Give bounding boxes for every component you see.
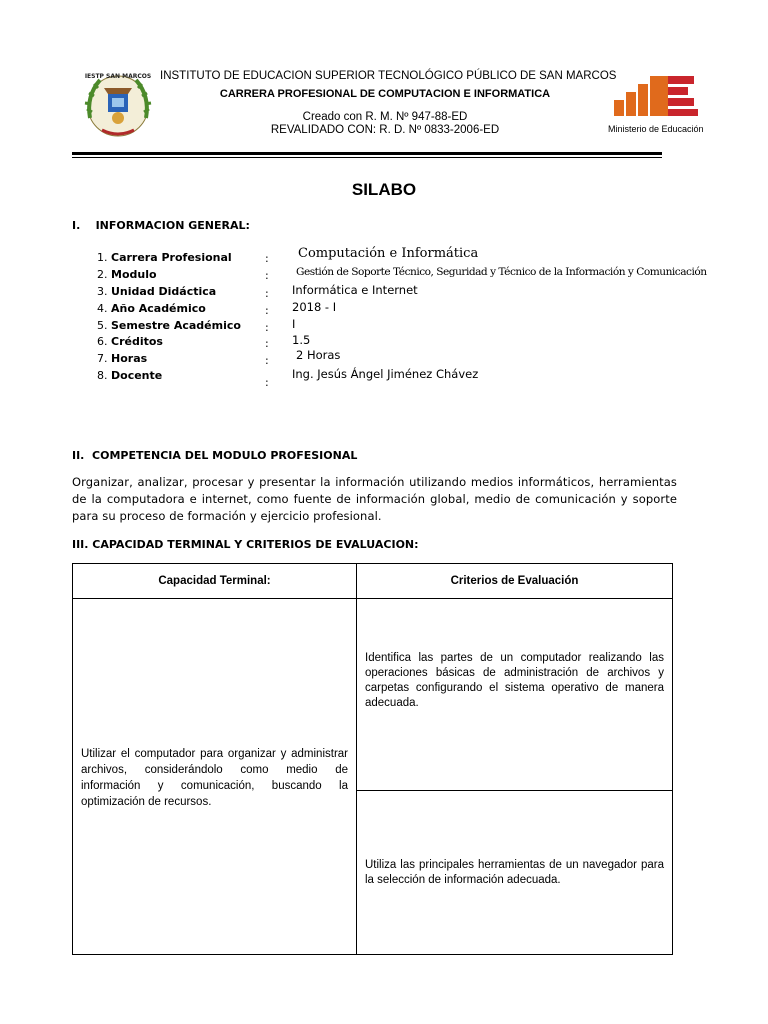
info-num: 8.	[97, 369, 108, 382]
info-num: 7.	[97, 352, 108, 365]
info-label: Carrera Profesional	[111, 251, 232, 264]
capacity-criteria-table	[72, 563, 673, 955]
document-title: SILABO	[351, 180, 417, 199]
info-value-unidad: Informática e Internet	[292, 283, 418, 297]
info-label: Modulo	[111, 268, 157, 281]
info-value-anio: 2018 - I	[292, 300, 337, 314]
creation-resolution: Creado con R. M. Nº 947-88-ED	[302, 111, 468, 123]
info-colon: :	[265, 252, 269, 265]
header-rule-thin	[72, 157, 662, 158]
info-num: 3.	[97, 285, 108, 298]
section-capacity-heading: III. CAPACIDAD TERMINAL Y CRITERIOS DE EVALUACION:	[72, 538, 419, 551]
competence-paragraph: Organizar, analizar, procesar y presentar la información utilizando medios informáticos, herramientas de la computadora e internet, como fuente de información global, medio de comunicación y soporte para su proceso de formación y ejercicio profesional.	[72, 475, 677, 523]
info-num: 1.	[97, 251, 108, 264]
institute-name: INSTITUTO DE EDUCACION SUPERIOR TECNOLÓGICO PÚBLICO DE SAN MARCOS	[160, 70, 617, 82]
info-row-semestre	[97, 319, 241, 336]
header-rule-thick	[72, 152, 662, 155]
info-row-horas	[97, 352, 147, 369]
info-label: Horas	[111, 352, 148, 365]
info-label: Unidad Didáctica	[111, 285, 217, 298]
info-value-carrera: Computación e Informática	[298, 246, 479, 261]
info-row-modulo	[97, 268, 157, 285]
info-colon: :	[265, 304, 269, 317]
info-colon: :	[265, 337, 269, 350]
info-value-modulo: Gestión de Soporte Técnico, Seguridad y Técnico de la Información y Comunicación	[296, 266, 707, 278]
info-colon: :	[265, 354, 269, 367]
institute-seal-logo	[78, 66, 158, 146]
info-label: Año Académico	[111, 302, 206, 315]
capacity-column-header: Capacidad Terminal:	[73, 564, 357, 599]
info-row-creditos	[97, 335, 163, 352]
info-colon: :	[265, 269, 269, 282]
info-row-unidad	[97, 285, 216, 302]
table-row	[73, 599, 673, 791]
info-colon: :	[265, 321, 269, 334]
svg-text:IESTP SAN MARCOS: IESTP SAN MARCOS	[84, 73, 152, 80]
table-header-row	[73, 564, 673, 599]
info-value-semestre: I	[292, 317, 296, 331]
career-name: CARRERA PROFESIONAL DE COMPUTACION E INFORMATICA	[219, 88, 551, 100]
section-general-info-heading: I. INFORMACION GENERAL:	[72, 219, 250, 232]
info-num: 2.	[97, 268, 108, 281]
info-row-carrera	[97, 251, 232, 268]
info-label: Créditos	[111, 335, 163, 348]
info-value-creditos: 1.5	[292, 333, 311, 347]
criteria-column-header: Criterios de Evaluación	[357, 564, 673, 599]
ministry-label: Ministerio de Educación	[608, 124, 704, 134]
criteria-cell: Identifica las partes de un computador realizando las operaciones básicas de administración de archivos y carpetas configurando el sistema operativo de manera adecuada.	[357, 599, 673, 791]
criteria-cell: Utiliza las principales herramientas de un navegador para la selección de información adecuada.	[357, 791, 673, 955]
info-value-horas: 2 Horas	[296, 348, 341, 362]
info-row-anio	[97, 302, 206, 319]
revalidation-resolution: REVALIDADO CON: R. D. Nº 0833-2006-ED	[270, 124, 500, 136]
ministry-logo	[608, 74, 708, 134]
info-label: Semestre Académico	[111, 319, 241, 332]
info-row-docente	[97, 369, 162, 386]
info-colon: :	[265, 287, 269, 300]
capacity-cell: Utilizar el computador para organizar y administrar archivos, considerándolo como medio de información y comunicación, buscando la optimización de recursos.	[73, 599, 357, 955]
info-label: Docente	[111, 369, 163, 382]
info-value-docente: Ing. Jesús Ángel Jiménez Chávez	[292, 367, 479, 381]
info-num: 4.	[97, 302, 108, 315]
info-num: 6.	[97, 335, 108, 348]
info-colon: :	[265, 376, 269, 389]
info-num: 5.	[97, 319, 108, 332]
section-competence-heading: II. COMPETENCIA DEL MODULO PROFESIONAL	[72, 449, 358, 462]
